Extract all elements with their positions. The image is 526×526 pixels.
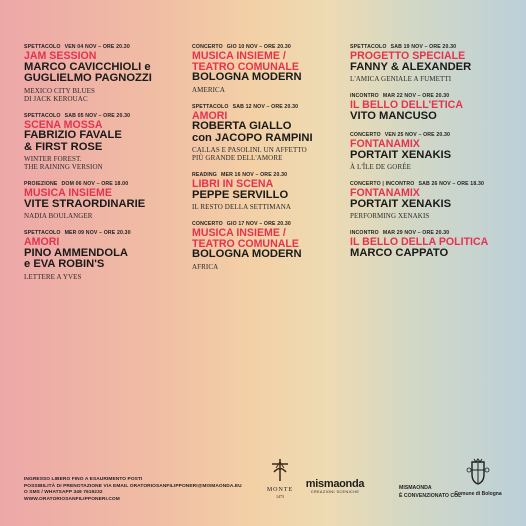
event-item (350, 132, 510, 171)
event-subtitle (24, 212, 184, 220)
event-subtitle-line: LETTERE A YVES (24, 272, 82, 281)
event-category: AMORI (192, 109, 228, 122)
event-type: CONCERTO | INCONTRO (350, 181, 415, 187)
event-date: MER 09 NOV – ORE 20.30 (64, 230, 131, 236)
event-subtitle (350, 212, 510, 220)
event-title: FANNY & ALEXANDER (350, 60, 472, 73)
event-category: MUSICA INSIEME / (192, 227, 286, 239)
event-item (350, 44, 510, 83)
event-category: IL BELLO DELL'ETICA (350, 99, 463, 111)
event-category: IL BELLO DELLA POLITICA (350, 236, 489, 248)
event-date: MAR 22 NOV – ORE 20.30 (382, 93, 450, 99)
event-date: GIO 10 NOV – ORE 20.30 (226, 44, 291, 50)
event-subtitle (192, 263, 344, 271)
event-date: MER 16 NOV – ORE 20.30 (220, 172, 288, 178)
event-item (24, 230, 184, 281)
event-title: GUGLIELMO PAGNOZZI (24, 72, 152, 84)
event-date: SAB 19 NOV – ORE 20.30 (390, 44, 457, 50)
monte-logo (262, 458, 298, 499)
monte-year: 1473 (276, 494, 284, 499)
event-subtitle (24, 155, 184, 171)
event-subtitle-line: DI JACK KEROUAC (24, 94, 88, 103)
event-category: AMORI (24, 236, 60, 248)
event-title: PINO AMMENDOLA (24, 246, 128, 259)
monte-label: MONTE (266, 487, 294, 493)
event-type: SPETTACOLO (350, 44, 387, 50)
event-subtitle (350, 163, 510, 171)
event-date: VEN 04 NOV – ORE 20.30 (64, 44, 130, 50)
event-title: PORTAIT XENAKIS (350, 197, 452, 210)
footer-info (24, 477, 242, 503)
event-item (192, 172, 344, 211)
events-column-1 (24, 44, 184, 291)
event-subtitle (192, 86, 344, 94)
footer-line: INGRESSO LIBERO FINO A ESAURIMENTO POSTI (24, 477, 143, 482)
event-subtitle (192, 146, 344, 162)
event-subtitle-line: MEXICO CITY BLUES (24, 86, 96, 95)
event-type: READING (192, 172, 217, 178)
event-category: LIBRI IN SCENA (192, 178, 274, 190)
event-title: BOLOGNA MODERN (192, 248, 302, 260)
footer-website: WWW.ORATORIOSANFILIPPONERI.COM (24, 496, 120, 502)
event-title: VITE STRAORDINARIE (24, 197, 146, 210)
event-item (192, 44, 344, 94)
event-type: INCONTRO (350, 93, 379, 99)
event-type: SPETTACOLO (24, 44, 61, 50)
event-title: PORTAIT XENAKIS (350, 148, 452, 161)
event-item (350, 181, 510, 220)
event-type: CONCERTO (350, 132, 381, 138)
mismaonda-logo (304, 478, 366, 495)
mismaonda-wordmark: mismaonda (305, 478, 365, 490)
event-date: SAB 26 NOV – ORE 18.30 (418, 181, 485, 187)
monte-emblem-icon (269, 458, 291, 482)
mismaonda-tagline: CREAZIONI SCENICHE (310, 490, 360, 494)
event-date: DOM 06 NOV – ORE 18.00 (61, 181, 129, 187)
event-subtitle-line: NADIA BOULANGER (24, 212, 93, 220)
event-subtitle-line: L'AMICA GENIALE A FUMETTI (350, 75, 452, 83)
event-title: & FIRST ROSE (24, 140, 103, 153)
event-title: FABRIZIO FAVALE (24, 129, 122, 141)
event-category: TEATRO COMUNALE (192, 237, 299, 250)
event-item (350, 230, 510, 259)
event-category: TEATRO COMUNALE (192, 60, 299, 73)
event-subtitle (350, 75, 510, 83)
event-date: SAB 12 NOV – ORE 20.30 (232, 103, 299, 110)
event-subtitle-line: PERFORMING XENAKIS (350, 212, 430, 220)
events-column-2 (192, 44, 344, 281)
event-title: BOLOGNA MODERN (192, 71, 302, 83)
event-item (24, 113, 184, 172)
event-subtitle-line: THE RAINING VERSION (24, 163, 103, 171)
event-category: PROGETTO SPECIALE (350, 50, 466, 62)
event-subtitle-line: WINTER FOREST. (24, 155, 82, 163)
event-subtitle-line: À L'ÎLE DE GORÉE (350, 163, 411, 171)
event-item (24, 181, 184, 220)
event-type: SPETTACOLO (192, 103, 229, 110)
event-category: FONTANAMIX (350, 138, 420, 150)
event-subtitle-line: AFRICA (192, 262, 219, 271)
bologna-logo (450, 458, 506, 497)
event-date: SAB 05 NOV – ORE 20.30 (64, 112, 131, 119)
event-title: con JACOPO RAMPINI (192, 131, 313, 144)
event-type: CONCERTO (192, 44, 223, 50)
event-title: ROBERTA GIALLO (192, 120, 292, 132)
event-type: SPETTACOLO (24, 230, 61, 236)
event-title: e EVA ROBIN'S (24, 258, 105, 270)
event-subtitle (192, 203, 344, 211)
event-type: SPETTACOLO (24, 112, 61, 119)
convention-line: È CONVENZIONATO COL (399, 492, 462, 499)
event-type: PROIEZIONE (24, 181, 58, 187)
event-subtitle-line: AMERICA (192, 85, 225, 94)
convention-line: MISMAONDA (399, 485, 432, 491)
event-item (24, 44, 184, 103)
coat-of-arms-icon (466, 458, 490, 486)
event-title: MARCO CAPPATO (350, 246, 449, 259)
event-category: JAM SESSION (24, 50, 97, 62)
event-date: GIO 17 NOV – ORE 20.30 (226, 221, 291, 227)
event-date: MAR 29 NOV – ORE 20.30 (382, 230, 450, 236)
footer-line: O SMS / WHATSAPP 349 7619232 (24, 490, 103, 496)
event-subtitle (24, 273, 184, 281)
footer-line: POSSIBILITÀ DI PRENOTAZIONE VIA EMAIL ORATORIOSANFILIPPONERI@MISMAONDA.EU (24, 483, 242, 489)
event-subtitle-line: PIÙ GRANDE DELL'AMORE (192, 154, 283, 162)
event-title: PEPPE SERVILLO (192, 188, 289, 201)
event-item (192, 221, 344, 271)
event-title: VITO MANCUSO (350, 109, 437, 122)
event-category: MUSICA INSIEME / (192, 50, 286, 62)
event-category: FONTANAMIX (350, 187, 420, 199)
event-item (350, 93, 510, 122)
event-date: VEN 25 NOV – ORE 20.30 (384, 132, 451, 138)
event-category: MUSICA INSIEME (24, 187, 112, 199)
event-category: SCENA MOSSA (24, 118, 103, 131)
event-item (192, 104, 344, 163)
bologna-label: Comune di Bologna (454, 491, 502, 497)
event-subtitle (24, 87, 184, 103)
event-type: INCONTRO (350, 230, 379, 236)
event-type: CONCERTO (192, 221, 223, 227)
event-subtitle-line: CALLAS E PASOLINI. UN AFFETTO (192, 146, 307, 154)
events-column-3 (350, 44, 510, 269)
event-title: MARCO CAVICCHIOLI e (24, 60, 151, 73)
event-subtitle-line: IL RESTO DELLA SETTIMANA (192, 203, 292, 211)
